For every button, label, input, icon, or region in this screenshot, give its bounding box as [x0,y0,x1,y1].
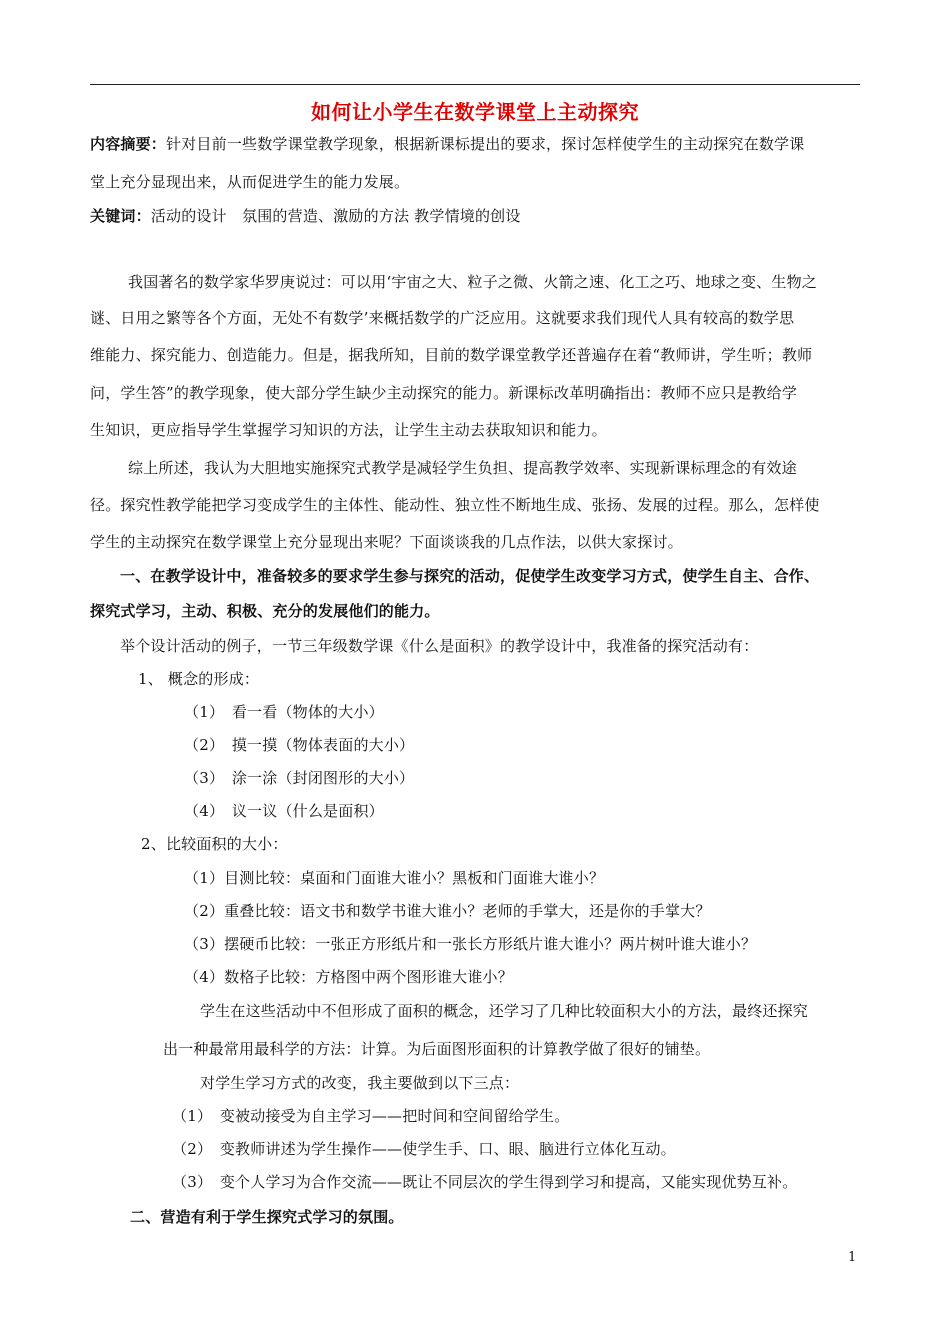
keywords-text: 活动的设计 氛围的营造、激励的方法 教学情境的创设 [150,207,521,225]
sub-item: （4） 议一议（什么是面积） [184,802,384,820]
point-item: （2） 变教师讲述为学生操作——使学生手、口、眼、脑进行立体化互动。 [172,1140,676,1158]
keywords-label: 关键词： [90,207,151,225]
sub-item: （2）重叠比较：语文书和数学书谁大谁小？老师的手掌大，还是你的手掌大？ [184,902,711,920]
sub-item: （3）摆硬币比较：一张正方形纸片和一张长方形纸片谁大谁小？两片树叶谁大谁小？ [184,935,757,953]
paragraph-1-line: 生知识，更应指导学生掌握学习知识的方法，让学生主动去获取知识和能力。 [90,421,607,439]
keywords-line [90,206,860,226]
paragraph-2-line: 综上所述，我认为大胆地实施探究式教学是减轻学生负担、提高教学效率、实现新课标理念的有效途 [128,459,797,477]
abstract-text: 针对目前一些数学课堂教学现象，根据新课标提出的要求，探讨怎样使学生的主动探究在数学课 [166,135,805,153]
section-heading-1: 一、在教学设计中，准备较多的要求学生参与探究的活动，促使学生改变学习方式，使学生自主、合作、 [120,567,820,585]
point-item: （3） 变个人学习为合作交流——既让不同层次的学生得到学习和提高，又能实现优势互补。 [172,1173,798,1191]
section-heading-2: 二、营造有利于学生探究式学习的氛围。 [130,1208,404,1226]
sub-item: （3） 涂一涂（封闭图形的大小） [184,769,415,787]
paragraph-4: 对学生学习方式的改变，我主要做到以下三点： [200,1074,520,1092]
sub-item: （4）数格子比较：方格图中两个图形谁大谁小？ [184,968,513,986]
abstract-line-1 [90,134,860,154]
abstract-line-2: 堂上充分显现出来，从而促进学生的能力发展。 [90,173,410,191]
paragraph-1-line: 我国著名的数学家华罗庚说过：可以用‘宇宙之大、粒子之微、火箭之速、化工之巧、地球之变、生物之 [128,273,817,291]
sub-item: （1）目测比较：桌面和门面谁大谁小？黑板和门面谁大谁小？ [184,869,605,887]
paragraph-2-line: 学生的主动探究在数学课堂上充分显现出来呢？下面谈谈我的几点作法，以供大家探讨。 [90,533,683,551]
section-heading-1-cont: 探究式学习，主动、积极、充分的发展他们的能力。 [90,602,440,620]
paragraph-1-line: 谜、日用之繁等各个方面，无处不有数学’来概括数学的广泛应用。这就要求我们现代人具有较高的数学思 [90,309,795,327]
paragraph-1-line: 问，学生答”的教学现象，使大部分学生缺少主动探究的能力。新课标改革明确指出：教师不应只是教给学 [90,384,798,402]
paragraph-3-line: 学生在这些活动中不但形成了面积的概念，还学习了几种比较面积大小的方法，最终还探究 [200,1002,809,1020]
paragraph-2-line: 径。探究性教学能把学习变成学生的主体性、能动性、独立性不断地生成、张扬、发展的过程。那么，怎样使 [90,496,820,514]
point-item: （1） 变被动接受为自主学习——把时间和空间留给学生。 [172,1107,570,1125]
page-number: 1 [848,1250,857,1265]
paragraph-1-line: 维能力、探究能力、创造能力。但是，据我所知，目前的数学课堂教学还普遍存在着“教师讲，学生听；教师 [90,346,813,364]
example-intro: 举个设计活动的例子，一节三年级数学课《什么是面积》的教学设计中，我准备的探究活动有： [120,637,759,655]
abstract-label: 内容摘要： [90,135,167,153]
sub-item: （1） 看一看（物体的大小） [184,703,384,721]
header-rule [90,84,860,85]
list-item-1: 1、 概念的形成： [138,670,260,688]
paragraph-3-line: 出一种最常用最科学的方法：计算。为后面图形面积的计算教学做了很好的铺垫。 [163,1040,711,1058]
document-title: 如何让小学生在数学课堂上主动探究 [311,100,639,124]
sub-item: （2） 摸一摸（物体表面的大小） [184,736,415,754]
list-item-2: 2、比较面积的大小： [141,835,288,853]
